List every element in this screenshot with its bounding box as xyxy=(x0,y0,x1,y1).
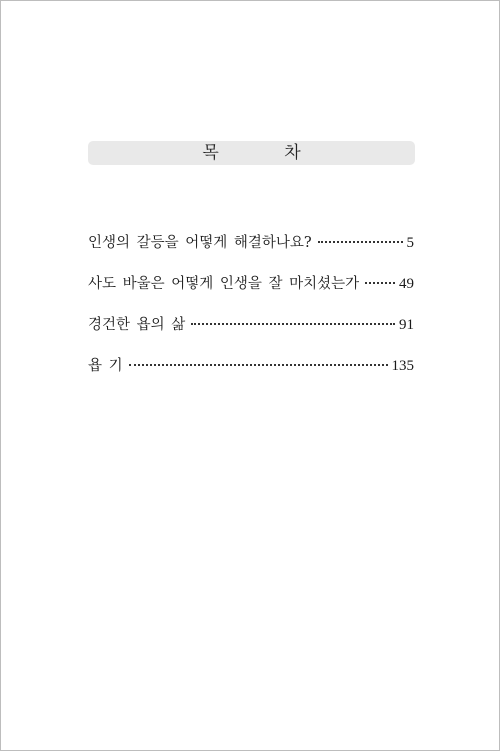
toc-list xyxy=(88,231,414,395)
toc-entry-page: 5 xyxy=(406,235,414,251)
toc-entry-title: 인생의 갈등을 어떻게 해결하나요? xyxy=(88,235,312,251)
toc-entry[interactable] xyxy=(88,231,414,272)
toc-entry-page: 91 xyxy=(399,317,414,333)
toc-entry-page: 49 xyxy=(399,276,414,292)
dot-leader xyxy=(129,364,388,366)
dot-leader xyxy=(365,282,395,284)
dot-leader xyxy=(191,323,395,325)
toc-entry[interactable] xyxy=(88,313,414,354)
dot-leader xyxy=(318,241,403,243)
toc-entry-title: 사도 바울은 어떻게 인생을 잘 마치셨는가 xyxy=(88,276,360,292)
toc-entry[interactable] xyxy=(88,354,414,395)
toc-entry-title: 경건한 욥의 삶 xyxy=(88,317,186,333)
toc-heading: 목 차 xyxy=(202,142,331,163)
toc-entry-page: 135 xyxy=(391,358,414,374)
toc-entry[interactable] xyxy=(88,272,414,313)
toc-heading-bar xyxy=(88,141,415,165)
toc-entry-title: 욥 기 xyxy=(88,358,123,374)
